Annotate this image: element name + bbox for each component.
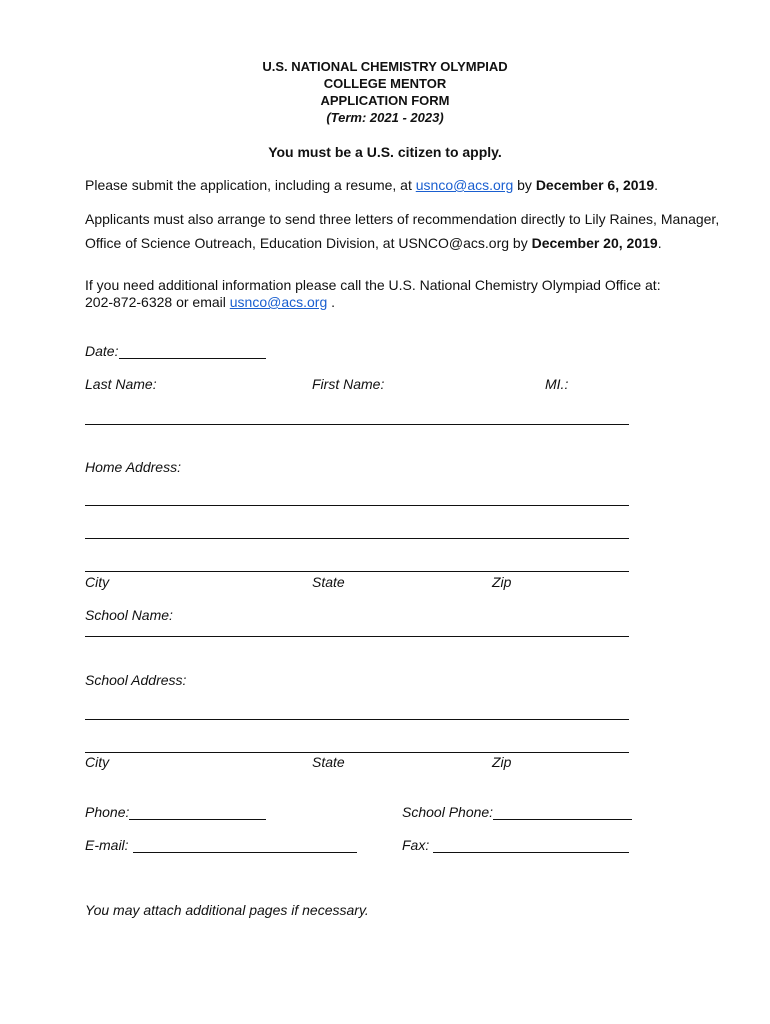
school-phone-label: School Phone: bbox=[402, 804, 494, 820]
recommendation-text-line-2 bbox=[85, 235, 662, 251]
email-label: E-mail: bbox=[85, 837, 129, 853]
info-period: . bbox=[327, 294, 336, 310]
home-state-label: State bbox=[312, 574, 345, 590]
home-city-state-zip-field[interactable] bbox=[85, 571, 629, 572]
middle-initial-label: MI.: bbox=[545, 376, 569, 392]
home-zip-label: Zip bbox=[492, 574, 512, 590]
school-address-field[interactable] bbox=[85, 719, 629, 720]
info-text-line-1: If you need additional information please call the U.S. National Chemistry Olympiad Office at: bbox=[85, 277, 661, 293]
title-line-3: APPLICATION FORM bbox=[320, 93, 450, 108]
home-address-field-1[interactable] bbox=[85, 505, 629, 506]
email-field[interactable] bbox=[133, 852, 357, 853]
attach-pages-note: You may attach additional pages if necessary. bbox=[85, 902, 369, 918]
school-address-label: School Address: bbox=[85, 672, 187, 688]
home-address-label: Home Address: bbox=[85, 459, 181, 475]
recommendation-deadline: December 20, 2019 bbox=[531, 235, 658, 251]
info-email-link[interactable]: usnco@acs.org bbox=[229, 294, 328, 310]
citizen-note: You must be a U.S. citizen to apply. bbox=[268, 144, 502, 160]
submission-instructions bbox=[85, 177, 658, 193]
submission-text: Please submit the application, including a resume, at bbox=[85, 177, 416, 193]
fax-label: Fax: bbox=[402, 837, 430, 853]
last-name-label: Last Name: bbox=[85, 376, 157, 392]
recommendation-text: Office of Science Outreach, Education Division, at USNCO@acs.org by bbox=[85, 235, 532, 251]
recommendation-period: . bbox=[657, 235, 662, 251]
school-city-state-zip-field[interactable] bbox=[85, 752, 629, 753]
info-phone-text: 202-872-6328 or email bbox=[85, 294, 230, 310]
school-city-label: City bbox=[85, 754, 110, 770]
school-name-field[interactable] bbox=[85, 636, 629, 637]
phone-field[interactable] bbox=[129, 819, 266, 820]
submission-by-text: by bbox=[513, 177, 536, 193]
date-field[interactable] bbox=[119, 358, 266, 359]
title-line-2: COLLEGE MENTOR bbox=[323, 76, 447, 91]
submission-email-link[interactable]: usnco@acs.org bbox=[415, 177, 514, 193]
info-text-line-2 bbox=[85, 294, 335, 310]
first-name-label: First Name: bbox=[312, 376, 385, 392]
name-field[interactable] bbox=[85, 424, 629, 425]
submission-deadline: December 6, 2019 bbox=[535, 177, 655, 193]
term-label: (Term: 2021 - 2023) bbox=[326, 110, 444, 125]
recommendation-text-line-1: Applicants must also arrange to send three letters of recommendation directly to Lily Raines, Manager, bbox=[85, 211, 720, 227]
school-phone-field[interactable] bbox=[493, 819, 632, 820]
school-zip-label: Zip bbox=[492, 754, 512, 770]
date-label: Date: bbox=[85, 343, 119, 359]
title-line-1: U.S. NATIONAL CHEMISTRY OLYMPIAD bbox=[262, 59, 508, 74]
fax-field[interactable] bbox=[433, 852, 629, 853]
phone-label: Phone: bbox=[85, 804, 130, 820]
home-city-label: City bbox=[85, 574, 110, 590]
home-address-field-2[interactable] bbox=[85, 538, 629, 539]
school-state-label: State bbox=[312, 754, 345, 770]
school-name-label: School Name: bbox=[85, 607, 173, 623]
submission-period: . bbox=[654, 177, 659, 193]
